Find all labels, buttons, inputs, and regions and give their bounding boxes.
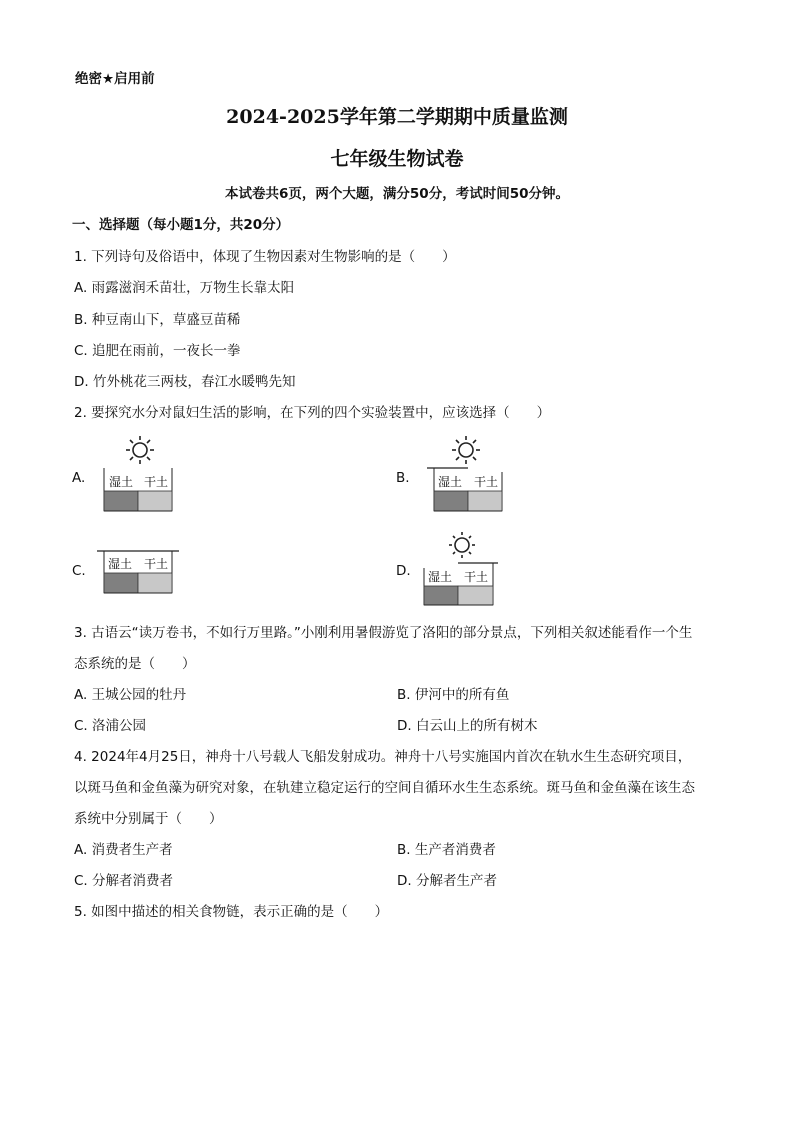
- q2-stem: 2. 要探究水分对鼠妇生活的影响，在下列的四个实验装置中，应该选择（ ）: [74, 405, 551, 421]
- dry-soil-label-a: 干土: [144, 475, 169, 489]
- apparatus-a: [95, 432, 185, 514]
- q4-stem-line1: 4. 2024年4月25日，神舟十八号载人飞船发射成功。神舟十八号实施国内首次在轨水生生态研究项目，: [74, 749, 692, 765]
- q3-option-c[interactable]: C. 洛浦公园: [74, 718, 147, 734]
- q2-label-a[interactable]: A.: [72, 470, 86, 486]
- exam-note: 本试卷共6页，两个大题，满分50分，考试时间50分钟。: [225, 186, 569, 202]
- q4-stem-line3: 系统中分别属于（ ）: [74, 811, 223, 827]
- q1-stem: 1. 下列诗句及俗语中，体现了生物因素对生物影响的是（ ）: [74, 249, 456, 265]
- q4-stem-line2: 以斑马鱼和金鱼藻为研究对象，在轨建立稳定运行的空间自循环水生生态系统。斑马鱼和金鱼藻在该生态: [74, 780, 695, 796]
- wet-soil-label-b: 湿土: [438, 475, 463, 489]
- q2-label-c[interactable]: C.: [72, 563, 86, 579]
- wet-soil-label-d: 湿土: [428, 570, 453, 584]
- q2-label-b[interactable]: B.: [396, 470, 410, 486]
- wet-soil-label-c: 湿土: [108, 557, 133, 571]
- q4-option-c[interactable]: C. 分解者消费者: [74, 873, 174, 889]
- confidential-mark: 绝密★启用前: [75, 71, 155, 87]
- sun-icon: [452, 436, 480, 464]
- q3-option-b[interactable]: B. 伊河中的所有鱼: [397, 687, 510, 703]
- q1-option-b[interactable]: B. 种豆南山下，草盛豆苗稀: [74, 312, 241, 328]
- dry-soil-label-b: 干土: [474, 475, 499, 489]
- apparatus-d: [418, 530, 508, 610]
- exam-subtitle: 七年级生物试卷: [330, 148, 464, 170]
- q4-option-a[interactable]: A. 消费者生产者: [74, 842, 173, 858]
- q1-option-c[interactable]: C. 追肥在雨前，一夜长一拳: [74, 343, 241, 359]
- dry-soil-label-d: 干土: [464, 570, 489, 584]
- q5-stem: 5. 如图中描述的相关食物链，表示正确的是（ ）: [74, 904, 389, 920]
- q1-option-a[interactable]: A. 雨露滋润禾苗壮，万物生长靠太阳: [74, 280, 295, 296]
- sun-icon: [449, 532, 475, 558]
- apparatus-b: [425, 432, 515, 514]
- q3-stem-line2: 态系统的是（ ）: [74, 656, 196, 672]
- dry-soil-label-c: 干土: [144, 557, 169, 571]
- sun-icon: [126, 436, 154, 464]
- q2-label-d[interactable]: D.: [396, 563, 411, 579]
- q3-option-a[interactable]: A. 王城公园的牡丹: [74, 687, 187, 703]
- section-heading: 一、选择题（每小题1分，共20分）: [72, 217, 290, 233]
- q4-option-d[interactable]: D. 分解者生产者: [397, 873, 497, 889]
- q1-option-d[interactable]: D. 竹外桃花三两枝，春江水暖鸭先知: [74, 374, 296, 390]
- q3-option-d[interactable]: D. 白云山上的所有树木: [397, 718, 538, 734]
- apparatus-c: [95, 545, 185, 597]
- q3-stem-line1: 3. 古语云“读万卷书，不如行万里路。”小刚利用暑假游览了洛阳的部分景点，下列相关叙述能看作一个生: [74, 625, 693, 641]
- q4-option-b[interactable]: B. 生产者消费者: [397, 842, 496, 858]
- exam-title: 2024-2025学年第二学期期中质量监测: [226, 106, 568, 128]
- wet-soil-label-a: 湿土: [109, 475, 134, 489]
